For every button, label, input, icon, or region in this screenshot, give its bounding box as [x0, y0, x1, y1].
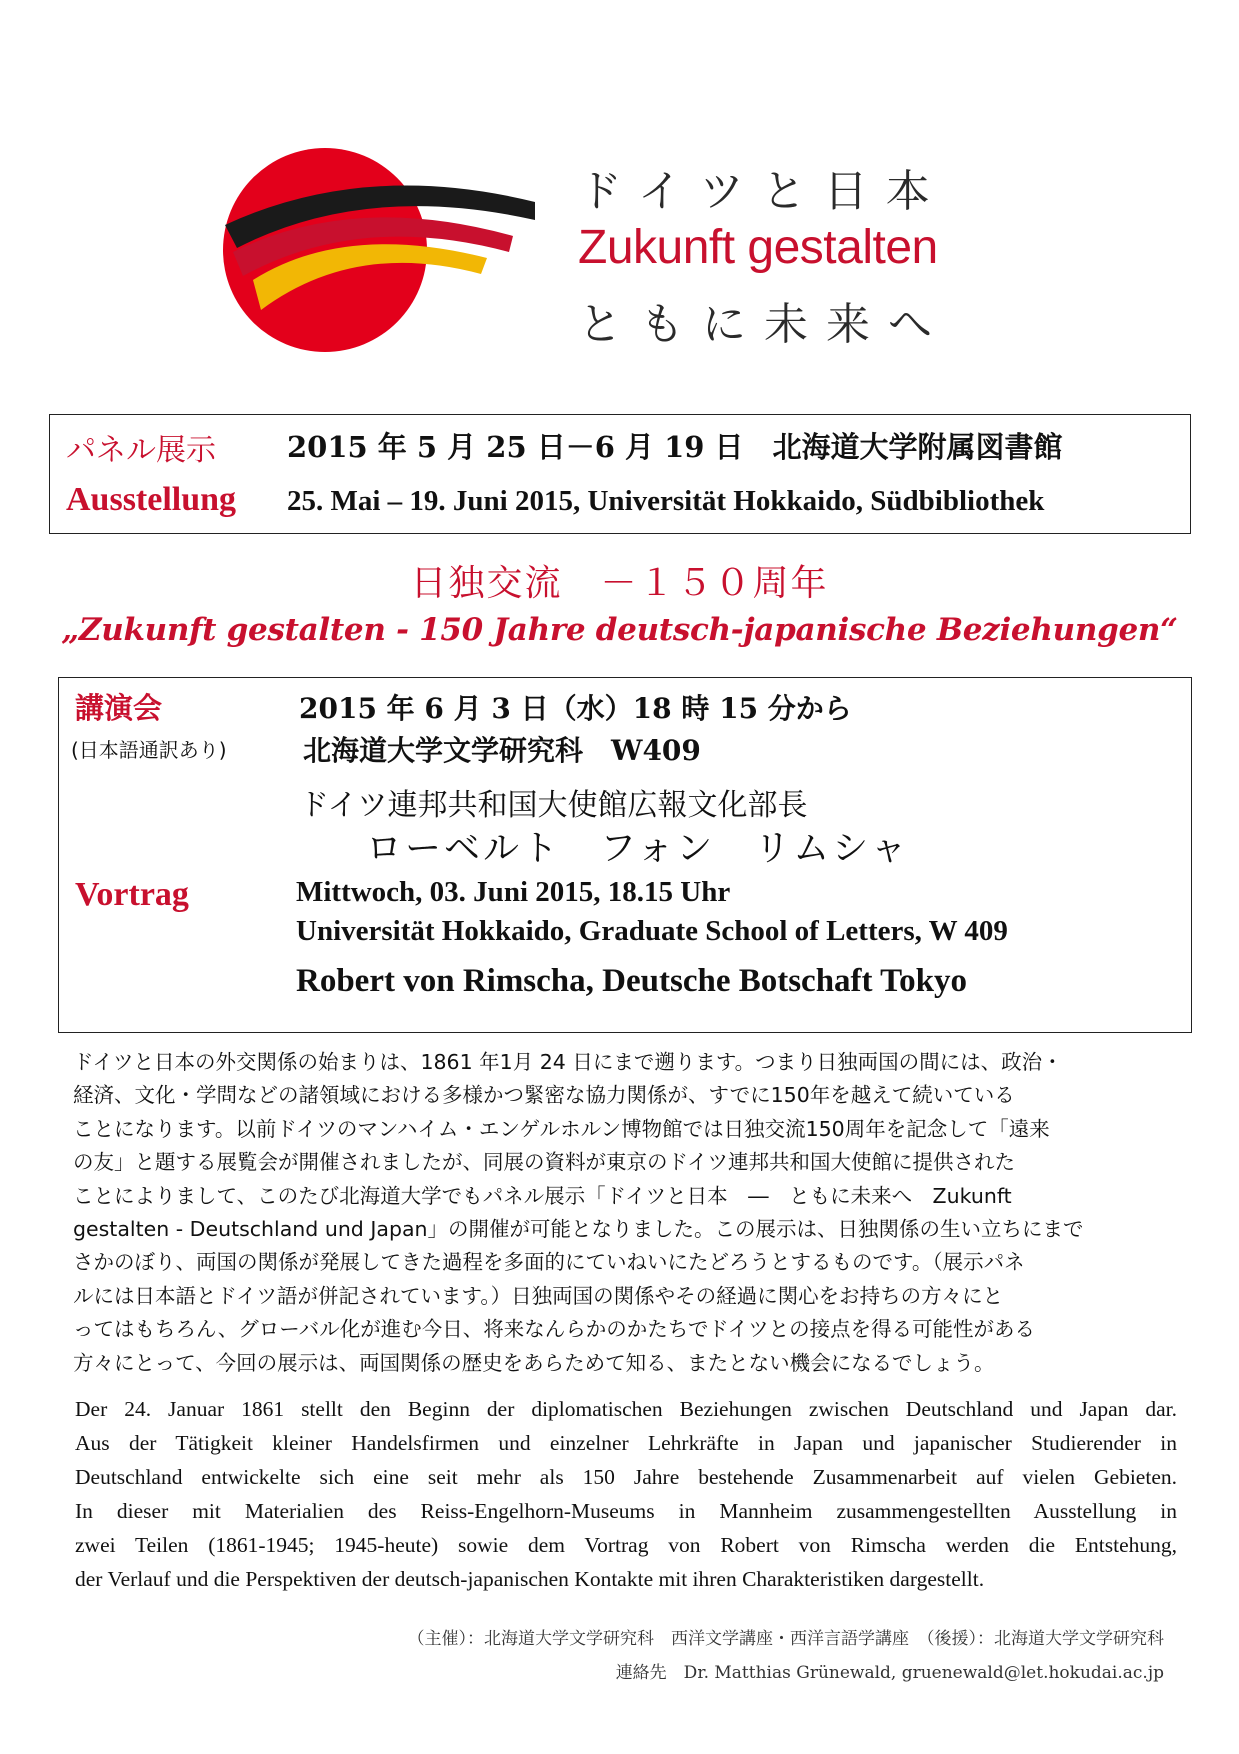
speaker-de: Robert von Rimscha, Deutsche Botschaft Tokyo	[296, 963, 968, 999]
paragraph-line: zwei Teilen (1861-1945; 1945-heute) sowie dem Vortrag von Robert von Rimscha werden die Entstehung,	[75, 1533, 1177, 1557]
paragraph-line: ことになります。以前ドイツのマンハイム・エンゲルホルン博物館では日独交流150周年を記念して「遠来	[73, 1116, 1050, 1141]
paragraph-line: 経済、文化・学問などの諸領域における多様かつ緊密な協力関係が、すでに150年を越えて続いている	[73, 1083, 1015, 1108]
sun-stripes-emblem	[195, 140, 575, 370]
paragraph-line: ことによりまして、このたび北海道大学でもパネル展示「ドイツと日本 ― ともに未来へ Zukunft	[73, 1183, 1012, 1208]
anniversary-heading-jp: 日独交流 －１５０周年	[410, 563, 829, 604]
exhibition-box	[49, 414, 1191, 534]
paragraph-line: ルには日本語とドイツ語が併記されています。）日独両国の関係やその経過に関心をお持ちの方々にと	[73, 1283, 1004, 1308]
paragraph-line: der Verlauf und die Perspektiven der deutsch-japanischen Kontakte mit ihren Charakteristiken dargestellt.	[75, 1567, 985, 1591]
speaker-name-jp: ローベルト フォン リムシャ	[366, 828, 910, 869]
description-paragraph-de	[75, 1392, 1177, 1596]
lecture-date-jp: 2015 年 6 月 3 日（水）18 時 15 分から	[299, 692, 852, 725]
lecture-label-jp: 講演会	[75, 691, 163, 725]
paragraph-line: In dieser mit Materialien des Reiss-Engelhorn-Museums in Mannheim zusammengestellten Ausstellung in	[75, 1499, 1177, 1523]
speaker-title-jp: ドイツ連邦共和国大使館広報文化部長	[299, 788, 808, 823]
contact-line: 連絡先 Dr. Matthias Grünewald, gruenewald@let.hokudai.ac.jp	[615, 1663, 1164, 1683]
lecture-venue-de: Universität Hokkaido, Graduate School of Letters, W 409	[296, 915, 1008, 947]
logo-text-japanese-bottom: ともに未来へ	[578, 299, 950, 350]
lecture-label-de: Vortrag	[75, 876, 189, 913]
logo-text-german: Zukunft gestalten	[578, 221, 938, 274]
paragraph-line: gestalten - Deutschland und Japan」の開催が可能となりました。この展示は、日独関係の生い立ちにまで	[73, 1217, 1084, 1242]
exhibition-text-de: 25. Mai – 19. Juni 2015, Universität Hokkaido, Südbibliothek	[287, 485, 1045, 517]
paragraph-line: さかのぼり、両国の関係が発展してきた過程を多面的にていねいにたどろうとするものです。（展示パネ	[73, 1250, 1025, 1275]
paragraph-line: の友」と題する展覧会が開催されましたが、同展の資料が東京のドイツ連邦共和国大使館に提供された	[73, 1150, 1015, 1175]
paragraph-line: 方々にとって、今回の展示は、両国関係の歴史をあらためて知る、またとない機会になるでしょう。	[73, 1350, 995, 1375]
lecture-date-de: Mittwoch, 03. Juni 2015, 18.15 Uhr	[296, 876, 731, 908]
event-logo	[195, 140, 965, 370]
paragraph-line: Der 24. Januar 1861 stellt den Beginn der diplomatischen Beziehungen zwischen Deutschland und Japan dar.	[75, 1397, 1177, 1421]
lecture-venue-jp: 北海道大学文学研究科 W409	[303, 734, 701, 767]
paragraph-line: Aus der Tätigkeit kleiner Handelsfirmen und einzelner Lehrkräfte in Japan und japanischer Studierender in	[75, 1431, 1177, 1455]
exhibition-label-jp: パネル展示	[66, 433, 216, 468]
paragraph-line: Deutschland entwickelte sich eine seit mehr als 150 Jahre bestehende Zusammenarbeit auf vielen Gebieten.	[75, 1465, 1177, 1489]
logo-text-japanese-top: ドイツと日本	[578, 166, 948, 217]
description-paragraph-jp	[73, 1046, 1178, 1380]
anniversary-heading-de: „Zukunft gestalten - 150 Jahre deutsch-japanische Beziehungen“	[61, 612, 1178, 648]
lecture-box	[58, 677, 1192, 1033]
paragraph-line: ってはもちろん、グローバル化が進む今日、将来なんらかのかたちでドイツとの接点を得る可能性がある	[73, 1317, 1036, 1342]
paragraph-line: ドイツと日本の外交関係の始まりは、1861 年1月 24 日にまで遡ります。つまり日独両国の間には、政治・	[73, 1050, 1063, 1074]
exhibition-label-de: Ausstellung	[66, 481, 237, 518]
interpretation-note: (日本語通訳あり)	[71, 738, 227, 762]
organizers-line: （主催）：北海道大学文学研究科 西洋文学講座・西洋言語学講座 （後援）：北海道大学文学研究科	[407, 1629, 1164, 1649]
exhibition-text-jp: 2015 年 5 月 25 日－6 月 19 日 北海道大学附属図書館	[287, 430, 1063, 464]
